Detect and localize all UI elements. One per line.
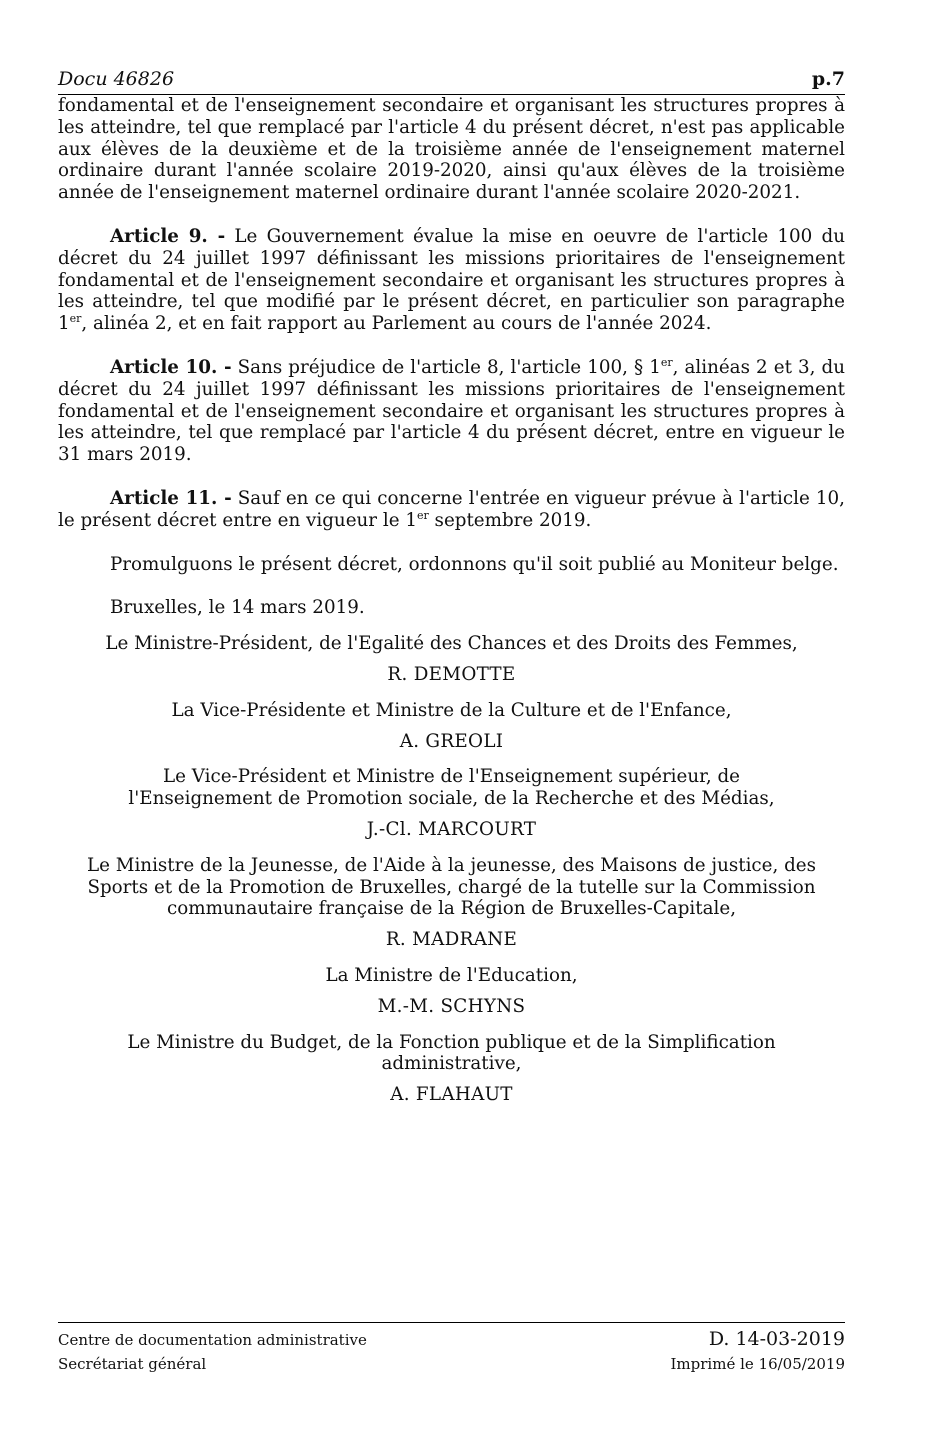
page-footer [58, 1322, 845, 1373]
signature-role-6: Le Ministre du Budget, de la Fonction publique et de la Simplification administrative, [127, 1031, 776, 1075]
article-11 [58, 488, 845, 532]
article-11-text-b: septembre 2019. [428, 509, 592, 531]
signature-name-2: A. GREOLI [399, 730, 504, 752]
signatures [58, 633, 845, 1106]
signature-name-3: J.-Cl. MARCOURT [366, 818, 537, 840]
signature-role-5: La Ministre de l'Education, [325, 964, 578, 986]
footer-org-line2: Secrétariat général [58, 1355, 207, 1373]
document-reference: Docu 46826 [58, 68, 175, 90]
document-body [58, 95, 845, 1120]
article-11-label: Article 11. - [110, 487, 232, 509]
signature-name-4: R. MADRANE [385, 929, 518, 951]
signature-role-2: La Vice-Présidente et Ministre de la Culture et de l'Enfance, [171, 699, 732, 721]
article-10 [58, 357, 845, 466]
intro-paragraph: fondamental et de l'enseignement secondaire et organisant les structures propres à les atteindre, tel que remplacé par l'article 4 du présent décret, n'est pas applicable aux élèves de la deuxième et de la troisième année de l'enseignement maternel ordinaire durant l'année scolaire 2019-2020, ainsi qu'aux élèves de la troisième année de l'enseignement maternel ordinaire durant l'année scolaire 2020-2021. [58, 95, 845, 204]
article-9-sup: er [69, 312, 82, 326]
signature-role-1: Le Ministre-Président, de l'Egalité des Chances et des Droits des Femmes, [105, 633, 798, 655]
signature-role-3: Le Vice-Président et Ministre de l'Enseignement supérieur, de l'Enseignement de Promotion sociale, de la Recherche et des Médias, [128, 766, 775, 810]
article-9-text-a: Le Gouvernement évalue la mise en oeuvre de l'article 100 du décret du 24 juillet 1997 définissant les missions prioritaires de l'enseignement fondamental et de l'enseignement secondaire et organisant les structures propres à les atteindre, tel que modifié par le présent décret, en particulier son paragraphe 1 [58, 225, 845, 335]
page-header [58, 68, 845, 95]
article-10-label: Article 10. - [110, 356, 232, 378]
article-11-text-a: Sauf en ce qui concerne l'entrée en vigueur prévue à l'article 10, le présent décret entre en vigueur le 1 [58, 487, 845, 531]
signature-name-6: A. FLAHAUT [390, 1084, 513, 1106]
article-9-text-b: , alinéa 2, et en fait rapport au Parlement au cours de l'année 2024. [81, 313, 712, 335]
signature-role-4: Le Ministre de la Jeunesse, de l'Aide à la jeunesse, des Maisons de justice, des Sports et de la Promotion de Bruxelles, chargé de la tutelle sur la Commission communautaire française de la Région de Bruxelles-Capitale, [86, 854, 817, 920]
footer-printed-date: Imprimé le 16/05/2019 [670, 1355, 845, 1373]
place-date: Bruxelles, le 14 mars 2019. [110, 597, 365, 619]
footer-org-line1: Centre de documentation administrative [58, 1331, 367, 1349]
footer-doc-date: D. 14-03-2019 [708, 1328, 845, 1350]
signature-name-1: R. DEMOTTE [387, 663, 516, 685]
signature-name-5: M.-M. SCHYNS [377, 995, 526, 1017]
article-10-text-a: Sans préjudice de l'article 8, l'article 100, § 1 [231, 356, 661, 378]
article-10-sup: er [660, 355, 673, 369]
article-9 [58, 226, 845, 335]
promulgation-paragraph: Promulguons le présent décret, ordonnons qu'il soit publié au Moniteur belge. [110, 553, 839, 575]
article-9-label: Article 9. - [110, 225, 226, 247]
page-number: p.7 [811, 68, 845, 90]
article-10-text-b: , alinéas 2 et 3, du décret du 24 juillet 1997 définissant les missions prioritaires de l'enseignement fondamental et de l'enseignement secondaire et organisant les structures propres à les atteindre, tel que remplacé par l'article 4 du présent décret, entre en vigueur le 31 mars 2019. [58, 356, 845, 466]
article-11-sup: er [416, 508, 429, 522]
